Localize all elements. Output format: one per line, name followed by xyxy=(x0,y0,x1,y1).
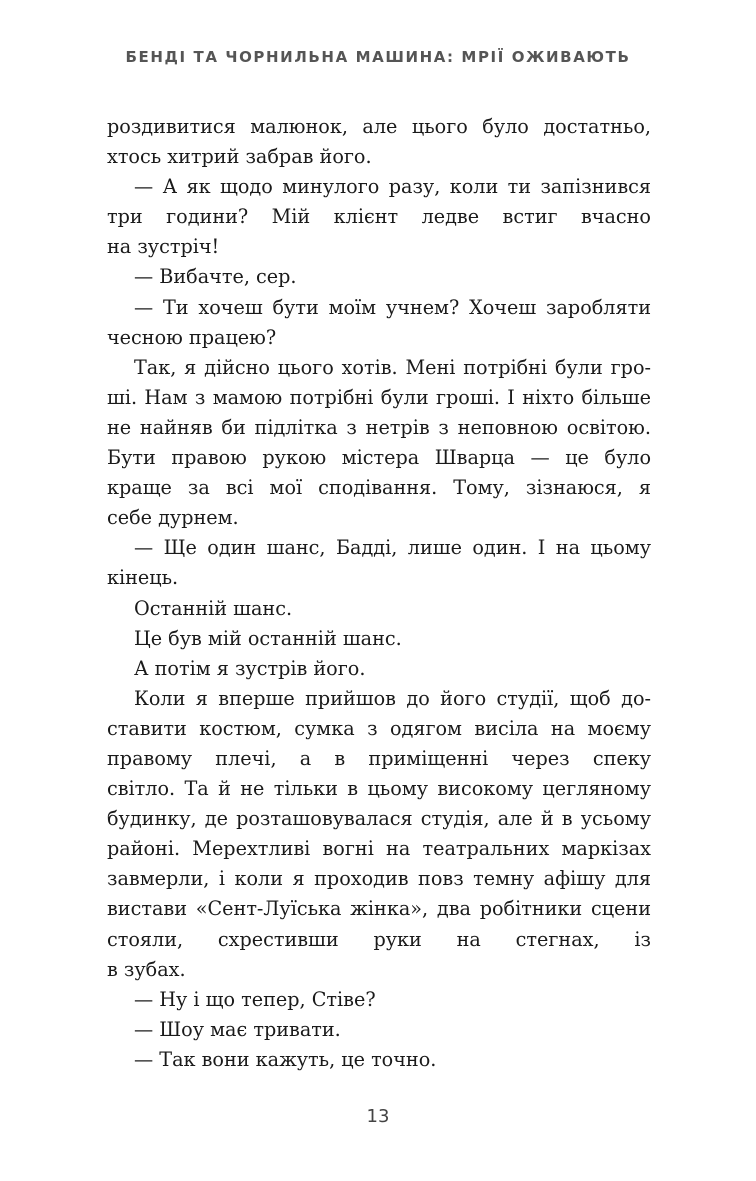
running-title: БЕНДІ ТА ЧОРНИЛЬНА МАШИНА: МРІЇ ОЖИВАЮТЬ xyxy=(125,48,631,66)
text-line: в зубах. xyxy=(107,957,186,981)
text-line: на зустріч! xyxy=(107,235,220,259)
text-line: Це був мій останній шанс. xyxy=(134,626,402,650)
text-line: будинку, де розташовувалася студія, але й в усьому xyxy=(107,807,651,831)
text-line: районі. Мерехтливі вогні на театральних маркізах xyxy=(107,837,651,861)
text-line: А потім я зустрів його. xyxy=(134,656,366,680)
text-line: три години? Мій клієнт ледве встиг вчасно xyxy=(107,205,651,229)
text-line: — Ну і що тепер, Стіве? xyxy=(134,987,376,1011)
text-line: себе дурнем. xyxy=(107,506,239,530)
text-line: ставити костюм, сумка з одягом висіла на моєму xyxy=(107,716,651,740)
text-line: Бути правою рукою містера Шварца — це було xyxy=(107,446,651,470)
text-line: Коли я вперше прийшов до його студії, щоб до- xyxy=(134,686,651,710)
text-line: Так, я дійсно цього хотів. Мені потрібні були гро- xyxy=(134,355,651,379)
text-line: — Так вони кажуть, це точно. xyxy=(134,1047,437,1071)
text-line: — Шоу має тривати. xyxy=(134,1017,341,1041)
text-line: — Вибачте, сер. xyxy=(134,265,297,289)
text-line: правому плечі, а в приміщенні через спеку xyxy=(107,746,651,770)
text-line: Останній шанс. xyxy=(134,596,293,620)
text-line: завмерли, і коли я проходив повз темну афішу для xyxy=(107,867,651,891)
text-line: хтось хитрий забрав його. xyxy=(107,145,372,169)
body-text xyxy=(107,112,651,1075)
text-line: світло. Та й не тільки в цьому високому цегляному xyxy=(107,777,651,801)
text-line: стояли, схрестивши руки на стегнах, із xyxy=(107,927,651,951)
text-line: — Ти хочеш бути моїм учнем? Хочеш заробляти xyxy=(134,295,651,319)
text-line: — Ще один шанс, Бадді, лише один. І на цьому xyxy=(134,536,651,560)
text-line: краще за всі мої сподівання. Тому, зізнаюся, я xyxy=(107,476,651,500)
page-number: 13 xyxy=(366,1106,390,1127)
text-line: — А як щодо минулого разу, коли ти запізнився xyxy=(134,175,651,199)
text-line: кінець. xyxy=(107,566,179,590)
text-line: чесною працею? xyxy=(107,325,277,349)
text-line: вистави «Сент-Луїська жінка», два робітники сцени xyxy=(107,897,651,921)
text-line: не найняв би підлітка з нетрів з неповною освітою. xyxy=(107,415,651,439)
text-line: роздивитися малюнок, але цього було достатньо, xyxy=(107,115,651,138)
text-line: ші. Нам з мамою потрібні були гроші. І ніхто більше xyxy=(107,385,651,409)
